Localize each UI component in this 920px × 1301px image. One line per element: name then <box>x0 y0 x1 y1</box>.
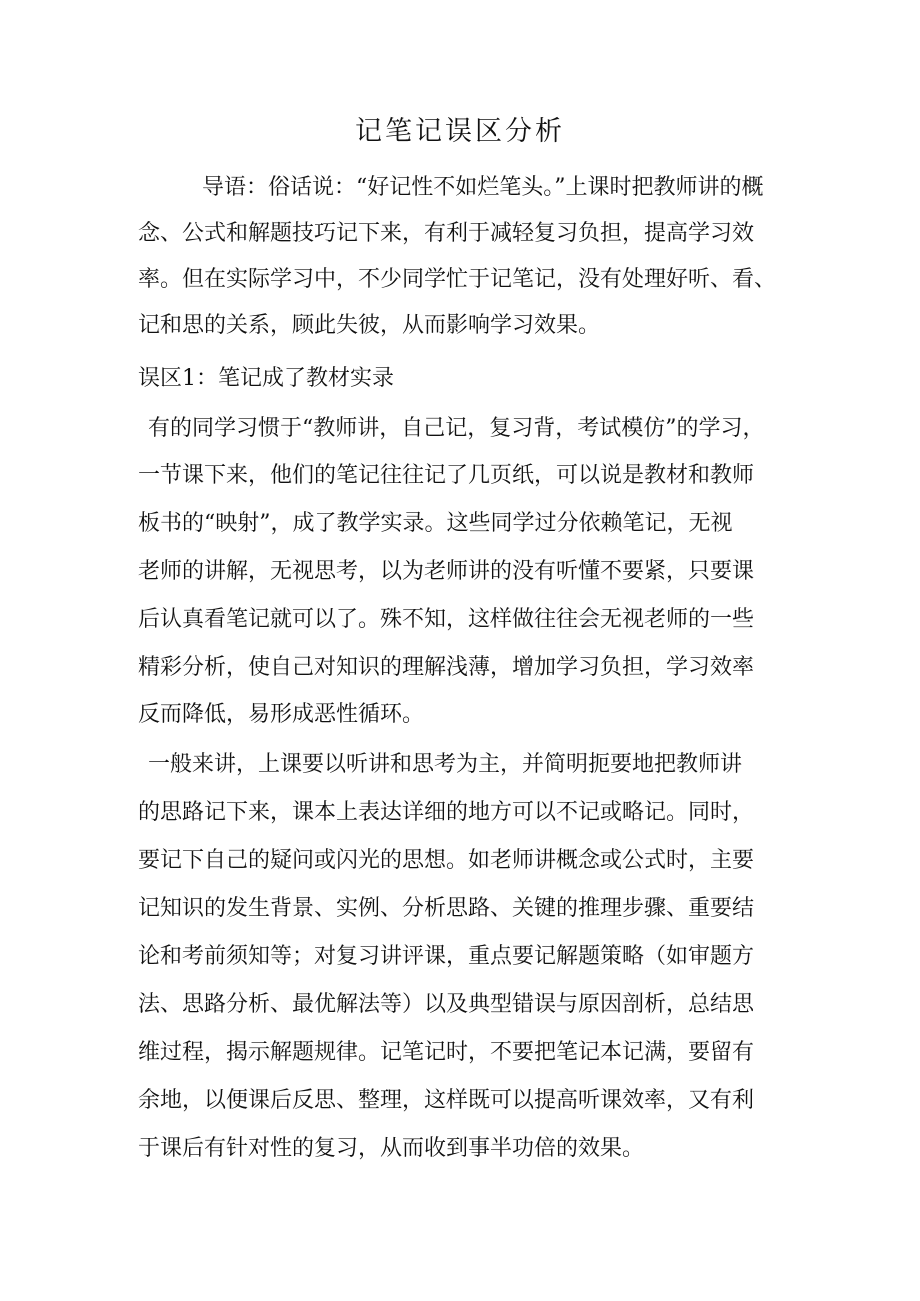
paragraph-2-line-4: 记知识的发生背景、实例、分析思路、关键的推理步骤、重要结 <box>138 896 755 921</box>
paragraph-2-line-1: 一般来讲，上课要以听讲和思考为主，并简明扼要地把教师讲 <box>148 752 743 777</box>
paragraph-2-line-7: 维过程，揭示解题规律。记笔记时，不要把笔记本记满，要留有 <box>138 1040 755 1065</box>
paragraph-1-line-4: 老师的讲解，无视思考，以为老师讲的没有听懂不要紧，只要课 <box>138 559 755 584</box>
section-heading: 误区1：笔记成了教材实录 <box>138 366 394 391</box>
paragraph-1-line-2: 一节课下来，他们的笔记往往记了几页纸，可以说是教材和教师 <box>138 463 755 488</box>
paragraph-2-line-3: 要记下自己的疑问或闪光的思想。如老师讲概念或公式时，主要 <box>138 848 755 873</box>
paragraph-1-line-7: 反而降低，易形成恶性循环。 <box>138 702 425 727</box>
paragraph-2-line-6: 法、思路分析、最优解法等）以及典型错误与原因剖析，总结思 <box>138 992 755 1017</box>
intro-line-4: 记和思的关系，顾此失彼，从而影响学习效果。 <box>138 313 601 338</box>
paragraph-2-line-8: 余地，以便课后反思、整理，这样既可以提高听课效率，又有利 <box>138 1088 755 1113</box>
paragraph-2-line-2: 的思路记下来，课本上表达详细的地方可以不记或略记。同时， <box>138 800 755 825</box>
paragraph-1-line-1: 有的同学习惯于“教师讲，自己记，复习背，考试模仿”的学习， <box>148 416 765 441</box>
paragraph-1-line-5: 后认真看笔记就可以了。殊不知，这样做往往会无视老师的一些 <box>138 607 755 632</box>
paragraph-2-line-9: 于课后有针对性的复习，从而收到事半功倍的效果。 <box>138 1136 645 1161</box>
intro-line-2: 念、公式和解题技巧记下来，有利于减轻复习负担，提高学习效 <box>138 221 755 246</box>
page-title: 记笔记误区分析 <box>355 116 565 147</box>
paragraph-2-line-5: 论和考前须知等；对复习讲评课，重点要记解题策略（如审题方 <box>138 944 755 969</box>
paragraph-1-line-6: 精彩分析，使自己对知识的理解浅薄，增加学习负担，学习效率 <box>138 655 755 680</box>
intro-line-1: 导语：俗话说：“好记性不如烂笔头。”上课时把教师讲的概 <box>202 175 764 200</box>
paragraph-1-line-3: 板书的“映射”，成了教学实录。这些同学过分依赖笔记，无视 <box>138 511 733 536</box>
intro-line-3: 率。但在实际学习中，不少同学忙于记笔记，没有处理好听、看、 <box>138 267 777 292</box>
